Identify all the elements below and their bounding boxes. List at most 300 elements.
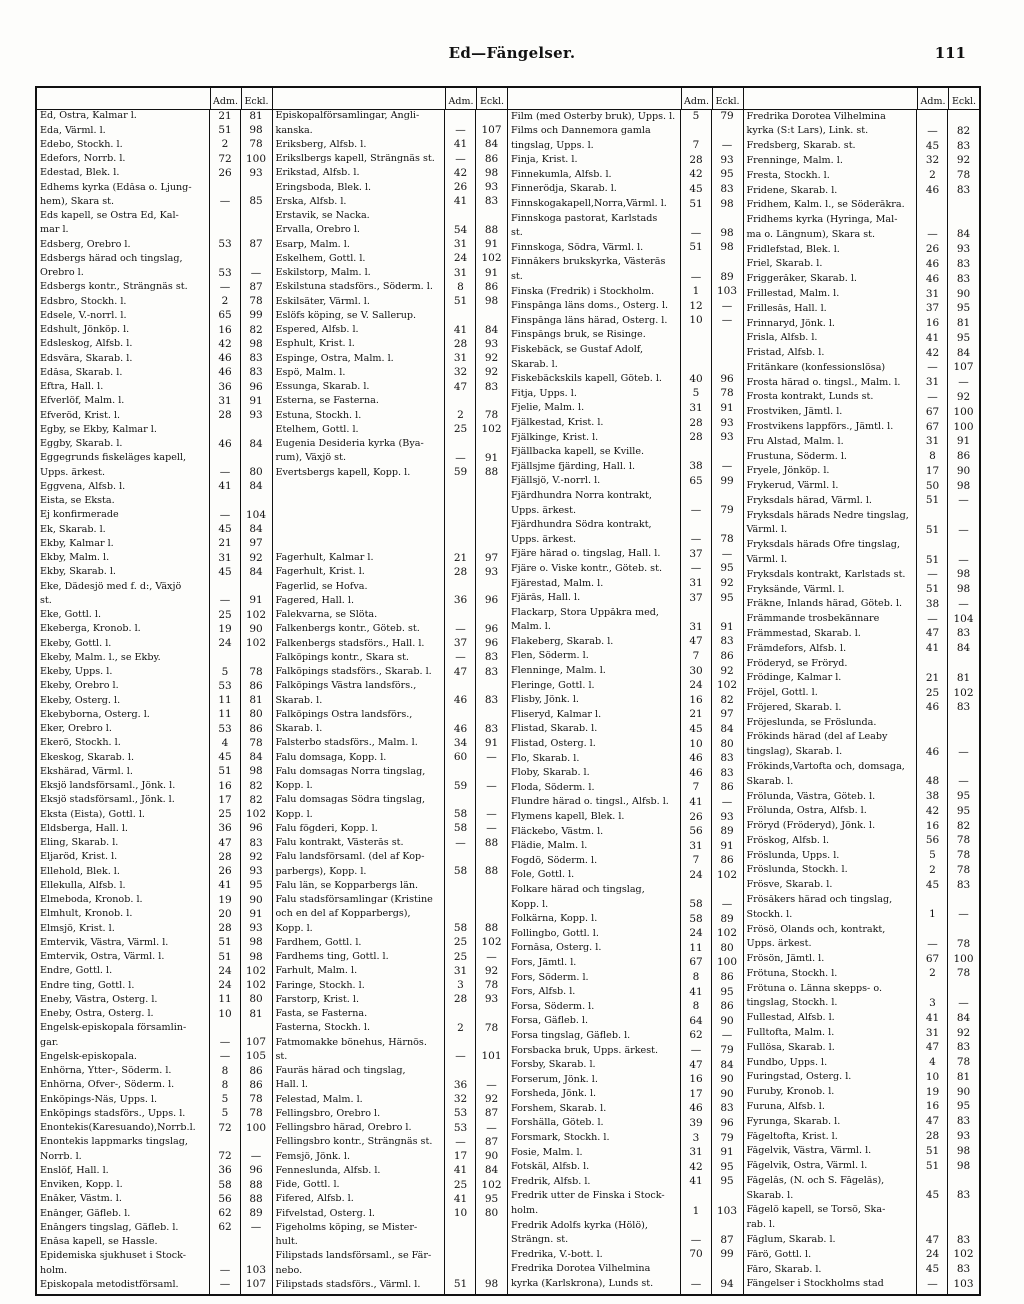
eckl-header: Eckl. <box>948 88 979 109</box>
entry-name: Femsjö, Jönk. l. <box>275 1151 351 1162</box>
entry-name: st. <box>511 228 523 238</box>
eckl-header: Eckl. <box>476 88 507 109</box>
index-entry <box>37 608 272 622</box>
entry-adm: 8 <box>221 1064 229 1077</box>
entry-eckl: 83 <box>484 694 499 707</box>
entry-name: Fryksdals härad, Värml. l. <box>746 495 872 506</box>
entry-adm: 3 <box>457 979 464 992</box>
entry-eckl: 82 <box>720 693 734 706</box>
entry-eckl: 98 <box>720 241 734 254</box>
index-entry <box>508 882 743 897</box>
index-entry <box>508 780 743 795</box>
index-entry <box>273 1064 508 1078</box>
entry-name: Värml. l. <box>746 555 788 565</box>
entry-name: Eker, Örebro l. <box>40 724 112 734</box>
entry-name: Floda, Söderm. l. <box>511 782 595 793</box>
entry-eckl: 83 <box>484 195 499 208</box>
index-entry <box>273 736 508 750</box>
index-entry <box>508 634 743 649</box>
index-entry <box>508 1043 743 1058</box>
entry-adm: 47 <box>453 665 468 678</box>
index-column <box>508 88 744 1294</box>
index-entry <box>273 1121 508 1135</box>
entry-adm: 45 <box>218 523 232 536</box>
index-entry <box>273 223 508 237</box>
entry-eckl: 98 <box>484 1278 499 1291</box>
index-entry <box>273 993 508 1007</box>
entry-adm: — <box>455 1050 466 1063</box>
index-entry <box>273 1278 508 1292</box>
entry-adm: 21 <box>925 671 940 684</box>
entry-adm: 62 <box>218 1207 232 1220</box>
entry-eckl: 84 <box>956 1011 971 1024</box>
entry-adm: 21 <box>218 109 232 122</box>
entry-eckl: 95 <box>956 331 971 344</box>
index-entry <box>744 612 980 627</box>
entry-eckl: 78 <box>249 736 263 749</box>
entry-adm: 30 <box>689 664 703 677</box>
entry-adm: 47 <box>689 1058 703 1071</box>
entry-name: Fagerhult, Kalmar l. <box>275 553 374 563</box>
entry-eckl: 107 <box>245 1278 267 1291</box>
entry-name: Falkenbergs stadsförs., Hall. l. <box>275 638 425 649</box>
entry-eckl: 92 <box>956 390 971 403</box>
entry-eckl: 78 <box>484 1021 499 1034</box>
index-entry <box>273 936 508 950</box>
entry-eckl: 89 <box>720 912 734 925</box>
entry-eckl: — <box>486 751 497 764</box>
entry-name: Fenneslunda, Älfsb. l. <box>275 1165 381 1176</box>
adm-header: Adm. <box>681 88 712 109</box>
entry-adm: — <box>690 504 702 517</box>
entry-eckl: 91 <box>249 394 263 407</box>
entry-eckl: 83 <box>249 352 263 365</box>
entry-eckl: — <box>721 314 733 327</box>
entry-name: Enviken, Kopp. l. <box>40 1180 123 1190</box>
column-header <box>273 88 508 110</box>
entry-eckl: 96 <box>484 622 499 635</box>
entry-eckl: 83 <box>956 1189 971 1202</box>
index-entry <box>273 879 508 893</box>
entry-name: Ekeby, Österg. l. <box>40 695 121 706</box>
entry-name: Fiskebäckskils kapell, Göteb. l. <box>511 374 662 384</box>
index-entry <box>37 1135 272 1149</box>
entry-name: Eke, Gottl. l. <box>40 610 102 620</box>
index-entry <box>744 1099 980 1114</box>
entry-eckl: 83 <box>956 257 971 270</box>
entry-name: Forshälla, Göteb. l. <box>511 1118 604 1129</box>
entry-name: Fogdö, Söderm. l. <box>511 855 598 866</box>
index-entry <box>508 211 743 226</box>
entry-eckl: 78 <box>956 937 971 950</box>
index-entry <box>37 551 272 565</box>
entry-adm: 41 <box>925 642 940 655</box>
entry-name: Eda, Värml. l. <box>40 125 106 136</box>
entry-name: Edhems kyrka (Edåsa o. Ljung- <box>40 182 192 193</box>
entry-eckl: 98 <box>720 197 734 210</box>
entry-name: Finspånga läns doms., Österg. l. <box>511 301 669 311</box>
index-entry <box>744 1247 980 1262</box>
entry-eckl: 107 <box>953 361 974 374</box>
entry-eckl: 99 <box>249 309 263 322</box>
entry-adm: 25 <box>453 950 468 963</box>
entry-eckl: 83 <box>956 627 971 640</box>
entry-name: Ek, Skarab. l. <box>40 524 106 535</box>
entry-adm: 2 <box>221 295 229 308</box>
index-entry <box>273 921 508 935</box>
entry-eckl: 95 <box>956 804 971 817</box>
entry-eckl: 78 <box>484 979 499 992</box>
index-entry <box>273 893 508 907</box>
entry-name: Enåsa kapell, se Hassle. <box>40 1237 158 1247</box>
index-entry <box>744 124 980 139</box>
entry-adm: 47 <box>689 635 703 648</box>
entry-eckl: 86 <box>720 854 734 867</box>
entry-name: Fulltofta, Malm. l. <box>746 1028 835 1038</box>
entry-eckl: 79 <box>720 1044 734 1057</box>
entry-eckl: 81 <box>249 694 263 707</box>
entry-adm: 67 <box>689 956 703 969</box>
entry-adm: 16 <box>689 693 703 706</box>
entry-name: Finska (Fredrik) i Stockholm. <box>511 286 655 297</box>
entry-name: hult. <box>275 1237 298 1247</box>
entry-adm: 19 <box>925 1085 940 1098</box>
entry-adm: 46 <box>218 352 232 365</box>
index-entry <box>273 608 508 622</box>
index-entry <box>508 518 743 533</box>
index-entry <box>508 839 743 854</box>
index-entry <box>37 693 272 707</box>
entry-name: Eggegrunds fiskeläges kapell, <box>40 453 187 463</box>
entry-eckl: 83 <box>484 380 499 393</box>
entry-eckl: 79 <box>720 1131 734 1144</box>
entry-name: Flundre härad o. tingsl., Älfsb. l. <box>511 797 669 807</box>
index-entry <box>273 793 508 807</box>
entry-name: Endre ting, Gottl. l. <box>40 980 135 991</box>
entry-name: Fågelvik, Västra, Värml. l. <box>746 1146 872 1156</box>
entry-eckl: 93 <box>720 416 734 429</box>
entry-eckl: 102 <box>245 964 267 977</box>
entry-name: Fryksdals härads Nedre tingslag, <box>746 510 909 521</box>
entry-name: Eggby, Skarab. l. <box>40 439 123 449</box>
entry-adm: 47 <box>453 380 468 393</box>
entry-name: Esterna, se Fasterna. <box>275 396 379 406</box>
index-entry <box>273 765 508 779</box>
entry-adm: 42 <box>453 166 468 179</box>
entry-adm: — <box>455 836 466 849</box>
entry-name: Fardhem, Gottl. l. <box>275 937 362 948</box>
entry-adm: 51 <box>925 1159 940 1172</box>
entry-eckl: 90 <box>956 464 971 477</box>
entry-adm: 53 <box>218 238 232 251</box>
entry-adm: 41 <box>218 879 232 892</box>
index-entry <box>508 503 743 518</box>
index-entry <box>508 897 743 912</box>
entry-adm: 10 <box>689 314 703 327</box>
entry-name: Eke, Dädesjö med f. d:, Växjö <box>40 581 182 592</box>
entry-eckl: — <box>958 997 969 1010</box>
index-entry <box>273 280 508 294</box>
entry-name: holm. <box>511 1206 539 1216</box>
entry-adm: 3 <box>692 1131 700 1144</box>
entry-name: st. <box>40 595 52 606</box>
entry-name: Frölunda, Östra, Älfsb. l. <box>746 806 867 816</box>
entry-name: Emtervik, Östra, Värml. l. <box>40 952 165 962</box>
entry-name: Eskilstuna stadsförs., Söderm. l. <box>275 282 433 292</box>
entry-name: Fagerhult, Krist. l. <box>275 567 365 577</box>
index-entry <box>273 551 508 565</box>
entry-name: Fristad, Älfsb. l. <box>746 348 825 358</box>
index-entry <box>508 868 743 883</box>
entry-name: Fridhem, Kalm. l., se Söderåkra. <box>746 200 905 210</box>
index-entry <box>273 579 508 593</box>
entry-eckl: 93 <box>484 565 499 578</box>
entry-adm: 8 <box>457 280 464 293</box>
entry-eckl: 82 <box>249 323 263 336</box>
entry-eckl: 83 <box>484 651 499 664</box>
entry-name: Frösö, Olands och, kontrakt, <box>746 924 886 935</box>
entry-eckl: 97 <box>720 708 734 721</box>
entry-eckl: 78 <box>956 849 971 862</box>
entry-name: Esarp, Malm. l. <box>275 239 350 250</box>
entry-eckl: — <box>721 898 733 911</box>
entry-adm: 51 <box>925 1144 940 1157</box>
entry-adm: 31 <box>218 394 232 407</box>
index-entry <box>508 532 743 547</box>
entry-name: Floby, Skarab. l. <box>511 768 590 778</box>
entry-name: Finnåkers brukskyrka, Västerås <box>511 257 666 268</box>
index-entry <box>37 679 272 693</box>
entry-adm: 50 <box>925 479 940 492</box>
index-entry <box>273 708 508 722</box>
entry-name: Fröskog, Älfsb. l. <box>746 835 830 846</box>
entry-eckl: 90 <box>956 287 971 300</box>
entry-adm: 8 <box>221 1078 229 1091</box>
entry-eckl: 102 <box>716 679 738 692</box>
entry-adm: — <box>455 622 466 635</box>
entry-adm: 56 <box>689 825 703 838</box>
entry-adm: 39 <box>689 1117 703 1130</box>
index-entry <box>37 850 272 864</box>
entry-name: Värml. l. <box>746 525 788 536</box>
index-entry <box>744 301 980 316</box>
entry-adm: 19 <box>218 893 232 906</box>
index-entry <box>744 656 980 671</box>
entry-adm: 56 <box>218 1192 232 1205</box>
entry-adm: 26 <box>453 181 468 194</box>
entry-eckl: 83 <box>249 836 263 849</box>
entry-adm: 53 <box>218 679 232 692</box>
entry-eckl: 78 <box>956 169 971 182</box>
entry-adm: — <box>219 195 231 208</box>
index-entry <box>508 912 743 927</box>
entry-name: hem), Skara st. <box>40 196 115 207</box>
entry-eckl: — <box>958 908 969 921</box>
index-entry <box>508 357 743 372</box>
index-entry <box>273 437 508 451</box>
index-entry <box>37 180 272 194</box>
index-entry <box>273 294 508 308</box>
entry-name: Fåglum, Skarab. l. <box>746 1234 836 1245</box>
index-entry <box>37 1192 272 1206</box>
entry-eckl: 95 <box>720 1160 734 1173</box>
index-entry <box>744 1085 980 1100</box>
entry-eckl: 78 <box>956 967 971 980</box>
index-entry <box>744 375 980 390</box>
entry-adm: 2 <box>221 138 229 151</box>
entry-name: Espered, Älfsb. l. <box>275 325 359 335</box>
entry-name: Film (med Österby bruk), Upps. l. <box>511 111 676 122</box>
entry-adm: 36 <box>453 1078 468 1091</box>
entry-adm: 58 <box>453 922 468 935</box>
index-entry <box>508 1189 743 1204</box>
entry-eckl: 83 <box>720 635 734 648</box>
entry-eckl: 91 <box>720 1146 734 1159</box>
entry-eckl: — <box>486 808 497 821</box>
entry-name: Falköpings Östra landsförs., <box>275 709 413 720</box>
entry-name: Frötuna o. Länna skepps- o. <box>746 983 882 994</box>
entry-eckl: 81 <box>956 317 971 330</box>
entry-name: Filipstads stadsförs., Värml. l. <box>275 1279 421 1290</box>
index-entry <box>508 1058 743 1073</box>
entry-eckl: 91 <box>249 907 263 920</box>
index-entry <box>273 166 508 180</box>
index-entry <box>273 722 508 736</box>
entry-adm: 11 <box>218 993 232 1006</box>
entry-eckl: 102 <box>481 1178 502 1191</box>
entry-adm: 4 <box>929 1056 936 1069</box>
entry-name: Frustuna, Söderm. l. <box>746 451 847 462</box>
entry-adm: 37 <box>925 302 940 315</box>
entry-adm: 24 <box>453 252 468 265</box>
entry-adm: 25 <box>453 423 468 436</box>
index-entry <box>508 401 743 416</box>
entry-adm: 31 <box>689 620 703 633</box>
index-entry <box>508 970 743 985</box>
entry-adm: 32 <box>453 366 468 379</box>
entry-adm: — <box>927 228 938 241</box>
index-entry <box>744 966 980 981</box>
entry-adm: 20 <box>218 907 232 920</box>
entry-adm: 38 <box>689 460 703 473</box>
entry-name: Frosta härad o. tingsl., Malm. l. <box>746 377 901 388</box>
entry-adm: 46 <box>925 257 940 270</box>
entry-eckl: 84 <box>484 323 499 336</box>
index-entry <box>508 678 743 693</box>
index-entry <box>508 153 743 168</box>
index-entry <box>273 693 508 707</box>
index-entry <box>508 1160 743 1175</box>
entry-name: Fleringe, Gottl. l. <box>511 680 595 691</box>
entry-adm: 24 <box>689 927 703 940</box>
entry-name: Epidemiska sjukhuset i Stock- <box>40 1251 187 1261</box>
entry-eckl: 104 <box>953 612 974 625</box>
entry-name: Frösve, Skarab. l. <box>746 880 833 890</box>
entry-name: Erikstad, Älfsb. l. <box>275 168 360 178</box>
entry-eckl: 95 <box>720 985 734 998</box>
index-entry <box>508 999 743 1014</box>
index-entry <box>744 641 980 656</box>
entry-adm: 31 <box>453 352 468 365</box>
index-entry <box>273 1221 508 1235</box>
entry-name: Fotskäl, Älfsb. l. <box>511 1162 590 1172</box>
entry-adm: 41 <box>453 1164 468 1177</box>
entry-eckl: 86 <box>956 450 971 463</box>
index-entry <box>508 605 743 620</box>
entry-adm: 17 <box>218 793 232 806</box>
entry-name: Esphult, Krist. l. <box>275 339 355 349</box>
entry-eckl: 101 <box>481 1050 502 1063</box>
entry-name: tingslag, Upps. l. <box>511 140 594 151</box>
entry-eckl: 99 <box>720 1248 734 1261</box>
index-entry <box>508 795 743 810</box>
entry-eckl: 84 <box>484 138 499 151</box>
entry-name: Fjälkinge, Krist. l. <box>511 432 599 443</box>
entry-eckl: 95 <box>484 1192 499 1205</box>
entry-eckl: 79 <box>720 504 734 517</box>
entry-eckl: 88 <box>484 223 499 236</box>
entry-eckl: 102 <box>245 808 267 821</box>
entry-eckl: 102 <box>245 608 267 621</box>
entry-name: Eling, Skarab. l. <box>40 838 119 848</box>
entry-adm: — <box>219 1264 231 1277</box>
index-entry <box>37 1007 272 1021</box>
entry-adm: 42 <box>218 337 232 350</box>
entry-name: Fosie, Malm. l. <box>511 1147 583 1158</box>
index-entry <box>273 508 508 522</box>
entry-name: Eksjö landsförsaml., Jönk. l. <box>40 781 176 791</box>
entry-name: Fredrik, Älfsb. l. <box>511 1176 591 1187</box>
index-entry <box>273 978 508 992</box>
index-entry <box>508 547 743 562</box>
entry-adm: 45 <box>925 878 940 891</box>
entry-name: Främmande trosbekännare <box>746 614 880 624</box>
entry-name: Enslöf, Hall. l. <box>40 1165 109 1176</box>
entry-name: Fullestad, Älfsb. l. <box>746 1013 835 1023</box>
entry-name: Falekvarna, se Slöta. <box>275 610 378 620</box>
entry-eckl: 83 <box>956 701 971 714</box>
entry-name: Frötuna, Stockh. l. <box>746 968 838 979</box>
entry-eckl: 102 <box>953 1248 974 1261</box>
index-entry <box>744 597 980 612</box>
index-entry <box>744 390 980 405</box>
entry-adm: 42 <box>925 804 940 817</box>
index-entry <box>744 139 980 154</box>
entry-name: Fjelie, Malm. l. <box>511 403 585 413</box>
index-entry <box>744 552 980 567</box>
entry-adm: 53 <box>218 722 232 735</box>
entry-name: Eugenia Desideria kyrka (Bya- <box>275 439 424 449</box>
entry-name: Etelhem, Gottl. l. <box>275 424 359 435</box>
entry-eckl: 82 <box>249 779 263 792</box>
index-entry <box>37 622 272 636</box>
entry-name: Fitja, Upps. l. <box>511 388 577 399</box>
entry-name: Ed, Östra, Kalmar l. <box>40 111 137 121</box>
entry-adm: 48 <box>925 775 940 788</box>
index-entry <box>744 759 980 774</box>
entry-name: Flakeberg, Skarab. l. <box>511 636 614 647</box>
entry-eckl: 91 <box>720 839 734 852</box>
entry-adm: 47 <box>925 627 940 640</box>
entry-name: Skarab. l. <box>511 359 558 370</box>
entry-name: Frökinds,Vartofta och, domsaga, <box>746 761 905 772</box>
entry-name: Frinnaryd, Jönk. l. <box>746 318 835 329</box>
index-entry <box>273 1021 508 1035</box>
entry-name: Eringsboda, Blek. l. <box>275 182 372 193</box>
entry-adm: 67 <box>925 420 940 433</box>
index-entry <box>744 567 980 582</box>
entry-adm: 41 <box>689 795 703 808</box>
